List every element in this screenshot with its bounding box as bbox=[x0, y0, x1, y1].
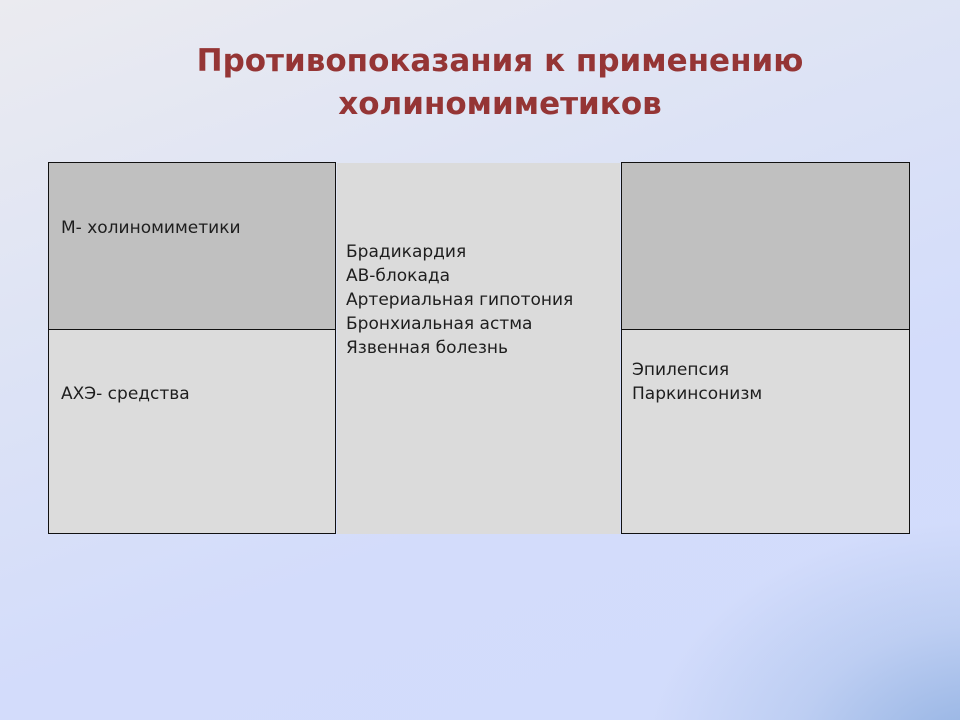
common-contraindications-cell bbox=[337, 163, 620, 534]
ache-agents-label: АХЭ- средства bbox=[61, 384, 190, 404]
list-item: Язвенная болезнь bbox=[346, 338, 508, 358]
ache-only-contraindications-cell bbox=[621, 329, 910, 534]
list-item: Бронхиальная астма bbox=[346, 314, 533, 334]
empty-cell bbox=[621, 162, 910, 330]
list-item: АВ-блокада bbox=[346, 266, 451, 286]
list-item: Артериальная гипотония bbox=[346, 290, 574, 310]
list-item: Паркинсонизм bbox=[632, 384, 763, 404]
contraindications-table bbox=[48, 162, 910, 534]
ache-only-contraindications-list bbox=[632, 358, 762, 406]
slide-title bbox=[140, 40, 860, 126]
list-item: Эпилепсия bbox=[632, 360, 730, 380]
m-cholinomimetics-label: М- холиномиметики bbox=[61, 218, 241, 238]
slide-title-line-2: холиномиметиков bbox=[338, 86, 662, 122]
list-item: Брадикардия bbox=[346, 242, 467, 262]
ache-agents-cell bbox=[48, 329, 336, 534]
common-contraindications-list bbox=[346, 240, 573, 360]
m-cholinomimetics-cell bbox=[48, 162, 336, 330]
slide-title-line-1: Противопоказания к применению bbox=[196, 43, 804, 79]
